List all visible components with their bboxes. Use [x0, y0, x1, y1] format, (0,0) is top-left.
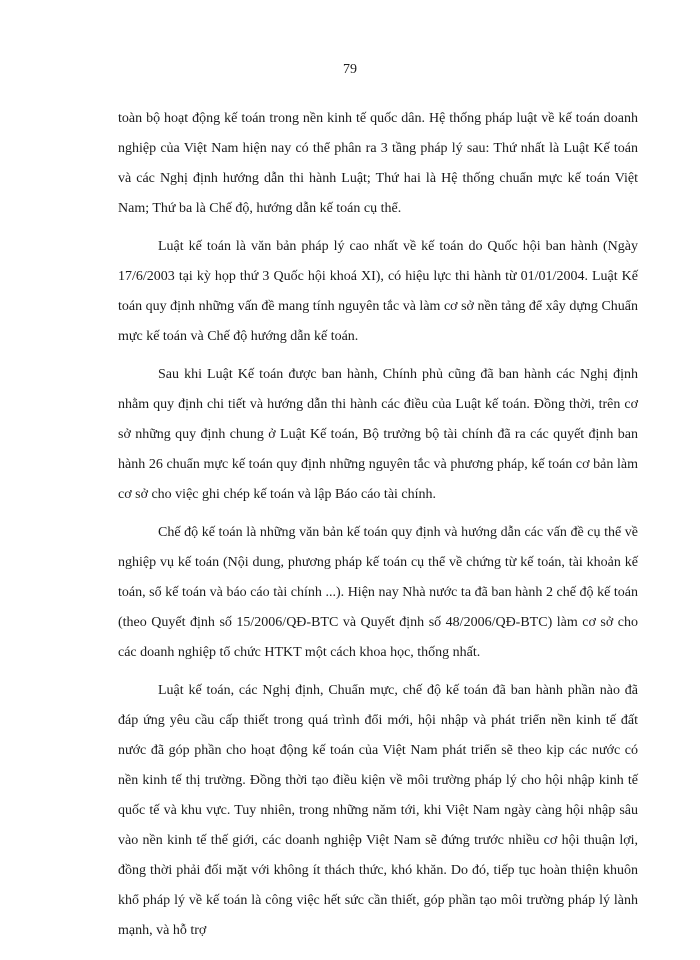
- paragraph-accounting-regime: Chế độ kế toán là những văn bản kế toán quy định và hướng dẫn các vấn đề cụ thể về nghiệp vụ kế toán (Nội dung, phương pháp kế toán cụ thể về chứng từ kế toán, tài khoản kế toán, sổ kế toán và báo cáo tài chính ...). Hiện nay Nhà nước ta đã ban hành 2 chế độ kế toán (theo Quyết định số 15/2006/QĐ-BTC và Quyết định số 48/2006/QĐ-BTC) làm cơ sở cho các doanh nghiệp tổ chức HTKT một cách khoa học, thống nhất.: [118, 525, 638, 660]
- paragraph-continued: toàn bộ hoạt động kế toán trong nền kinh tế quốc dân. Hệ thống pháp luật về kế toán doanh nghiệp của Việt Nam hiện nay có thể phân ra 3 tầng pháp lý sau: Thứ nhất là Luật Kế toán và các Nghị định hướng dẫn thi hành Luật; Thứ hai là Hệ thống chuẩn mực kế toán Việt Nam; Thứ ba là Chế độ, hướng dẫn kế toán cụ thể.: [118, 111, 638, 216]
- paragraph-integration: Luật kế toán, các Nghị định, Chuẩn mực, chế độ kế toán đã ban hành phần nào đã đáp ứng yêu cầu cấp thiết trong quá trình đổi mới, hội nhập và phát triển nền kinh tế đất nước đã góp phần cho hoạt động kế toán của Việt Nam phát triển sẽ theo kịp các nước có nền kinh tế thị trường. Đồng thời tạo điều kiện về môi trường pháp lý cho hội nhập kinh tế quốc tế và khu vực. Tuy nhiên, trong những năm tới, khi Việt Nam ngày càng hội nhập sâu vào nền kinh tế thế giới, các doanh nghiệp Việt Nam sẽ đứng trước nhiều cơ hội thuận lợi, đồng thời phải đối mặt với không ít thách thức, khó khăn. Do đó, tiếp tục hoàn thiện khuôn khổ pháp lý về kế toán là công việc hết sức cần thiết, góp phần tạo môi trường pháp lý lành mạnh, và hỗ trợ: [118, 683, 638, 938]
- document-body: [118, 104, 638, 954]
- paragraph-accounting-law: Luật kế toán là văn bản pháp lý cao nhất về kế toán do Quốc hội ban hành (Ngày 17/6/2003 tại kỳ họp thứ 3 Quốc hội khoá XI), có hiệu lực thi hành từ 01/01/2004. Luật Kế toán quy định những vấn đề mang tính nguyên tắc và làm cơ sở nền tảng để xây dựng Chuẩn mực kế toán và Chế độ hướng dẫn kế toán.: [118, 239, 638, 344]
- page-number: 79: [343, 62, 357, 77]
- paragraph-decrees-standards: Sau khi Luật Kế toán được ban hành, Chính phủ cũng đã ban hành các Nghị định nhằm quy định chi tiết và hướng dẫn thi hành các điều của Luật kế toán. Đồng thời, trên cơ sở những quy định chung ở Luật Kế toán, Bộ trưởng bộ tài chính đã ra các quyết định ban hành 26 chuẩn mực kế toán quy định những nguyên tắc và phương pháp, kế toán cơ bản làm cơ sở cho việc ghi chép kế toán và lập Báo cáo tài chính.: [118, 367, 638, 502]
